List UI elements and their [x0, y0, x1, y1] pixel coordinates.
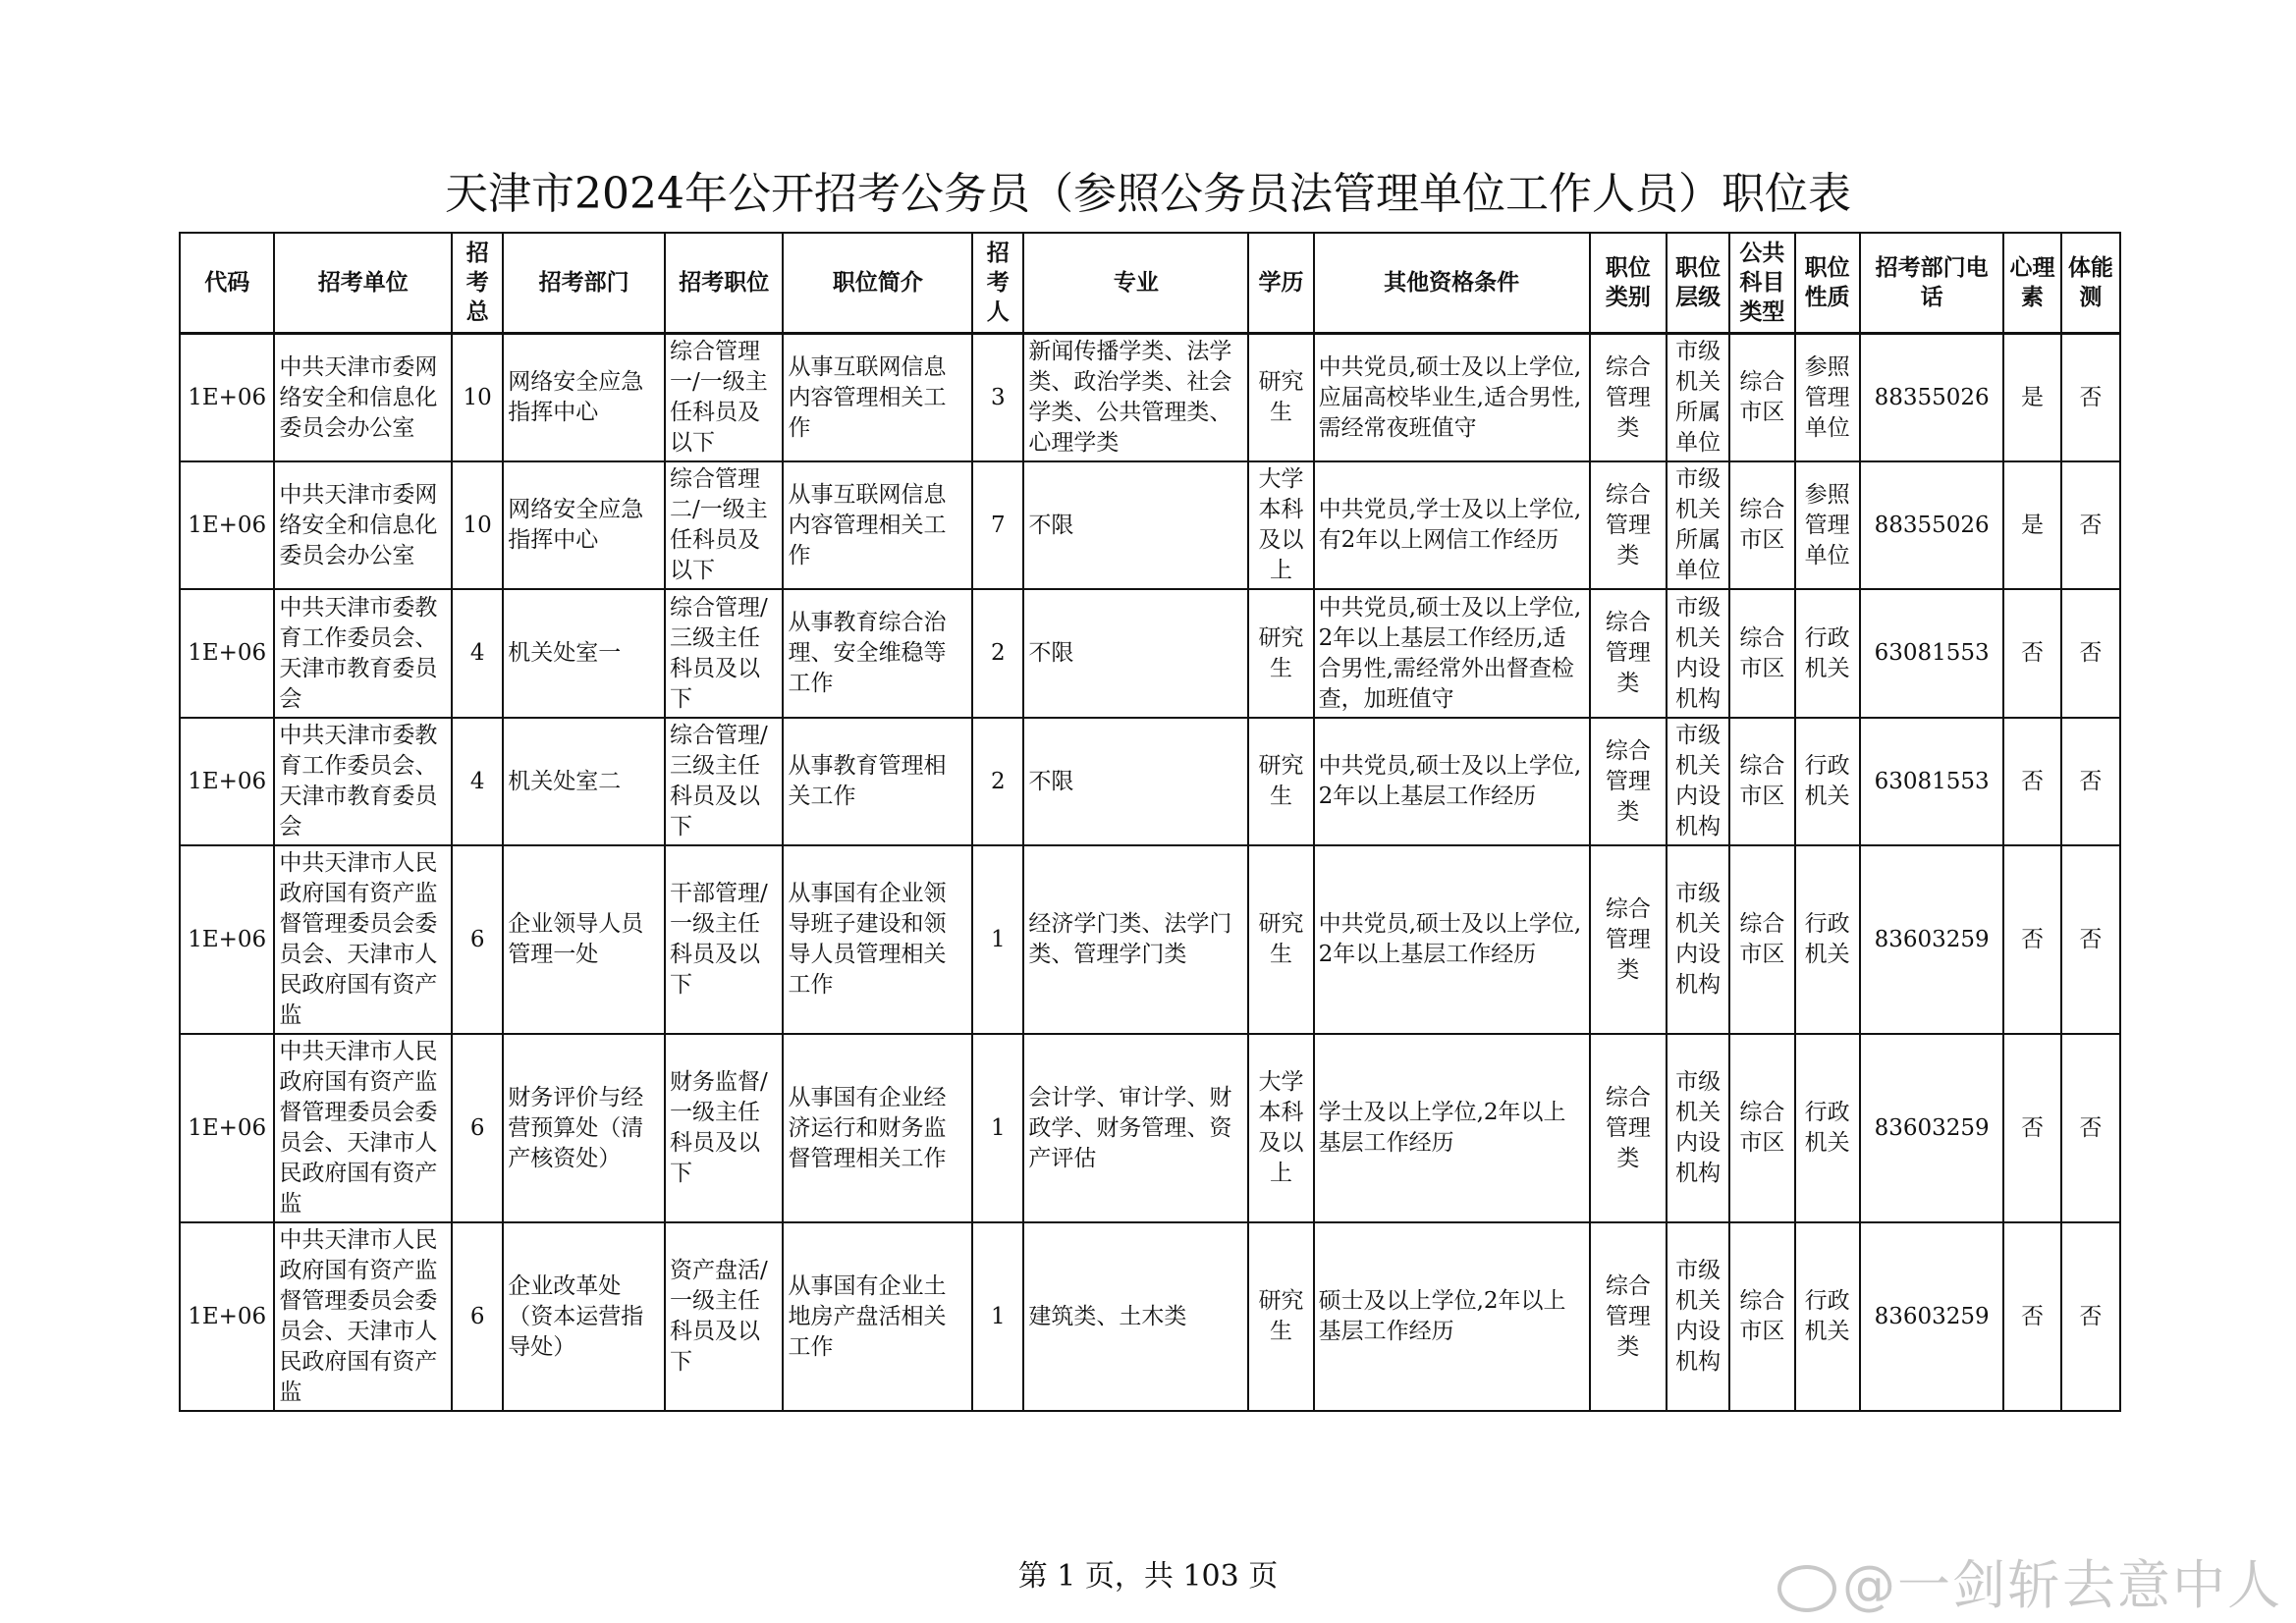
- intro-cell: 从事教育管理相关工作: [783, 718, 972, 845]
- nature-cell: 参照管理单位: [1795, 461, 1860, 589]
- table-row: [180, 334, 2120, 462]
- unit-cell: 中共天津市委网络安全和信息化委员会办公室: [274, 334, 452, 462]
- category-cell: 综合管理类: [1590, 461, 1667, 589]
- nature-cell: 参照管理单位: [1795, 334, 1860, 462]
- total-cell: 6: [452, 1222, 503, 1411]
- subject-cell: 综合市区: [1729, 589, 1794, 718]
- header-cell: 招考总: [452, 233, 503, 334]
- level-cell: 市级机关内设机构: [1667, 845, 1729, 1034]
- total-cell: 6: [452, 1034, 503, 1222]
- psych-cell: 是: [2003, 334, 2060, 462]
- post-cell: 综合管理/三级主任科员及以下: [665, 718, 783, 845]
- category-cell: 综合管理类: [1590, 589, 1667, 718]
- phone-cell: 63081553: [1860, 718, 2004, 845]
- num-cell: 1: [972, 1222, 1023, 1411]
- edu-cell: 研究生: [1248, 845, 1313, 1034]
- psych-cell: 是: [2003, 461, 2060, 589]
- code-cell: 1E+06: [180, 1222, 274, 1411]
- table-row: [180, 461, 2120, 589]
- phone-cell: 83603259: [1860, 1034, 2004, 1222]
- unit-cell: 中共天津市人民政府国有资产监督管理委员会委员会、天津市人民政府国有资产监: [274, 1034, 452, 1222]
- other-cell: 硕士及以上学位,2年以上基层工作经历: [1314, 1222, 1590, 1411]
- table-row: [180, 845, 2120, 1034]
- total-cell: 10: [452, 461, 503, 589]
- header-cell: 专业: [1023, 233, 1248, 334]
- category-cell: 综合管理类: [1590, 1034, 1667, 1222]
- physical-cell: 否: [2061, 845, 2120, 1034]
- code-cell: 1E+06: [180, 718, 274, 845]
- other-cell: 学士及以上学位,2年以上基层工作经历: [1314, 1034, 1590, 1222]
- nature-cell: 行政机关: [1795, 718, 1860, 845]
- psych-cell: 否: [2003, 718, 2060, 845]
- level-cell: 市级机关内设机构: [1667, 1222, 1729, 1411]
- dept-cell: 机关处室二: [503, 718, 665, 845]
- header-cell: 招考职位: [665, 233, 783, 334]
- edu-cell: 研究生: [1248, 334, 1313, 462]
- psych-cell: 否: [2003, 1034, 2060, 1222]
- dept-cell: 网络安全应急指挥中心: [503, 461, 665, 589]
- nature-cell: 行政机关: [1795, 845, 1860, 1034]
- level-cell: 市级机关内设机构: [1667, 589, 1729, 718]
- intro-cell: 从事互联网信息内容管理相关工作: [783, 334, 972, 462]
- header-cell: 学历: [1248, 233, 1313, 334]
- subject-cell: 综合市区: [1729, 1034, 1794, 1222]
- other-cell: 中共党员,硕士及以上学位,2年以上基层工作经历: [1314, 718, 1590, 845]
- intro-cell: 从事国有企业土地房产盘活相关工作: [783, 1222, 972, 1411]
- header-cell: 职位简介: [783, 233, 972, 334]
- intro-cell: 从事互联网信息内容管理相关工作: [783, 461, 972, 589]
- num-cell: 1: [972, 845, 1023, 1034]
- header-cell: 其他资格条件: [1314, 233, 1590, 334]
- dept-cell: 财务评价与经营预算处（清产核资处）: [503, 1034, 665, 1222]
- positions-table: [179, 232, 2121, 1412]
- category-cell: 综合管理类: [1590, 718, 1667, 845]
- dept-cell: 企业领导人员管理一处: [503, 845, 665, 1034]
- major-cell: 会计学、审计学、财政学、财务管理、资产评估: [1023, 1034, 1248, 1222]
- total-cell: 10: [452, 334, 503, 462]
- intro-cell: 从事国有企业经济运行和财务监督管理相关工作: [783, 1034, 972, 1222]
- physical-cell: 否: [2061, 461, 2120, 589]
- post-cell: 综合管理/三级主任科员及以下: [665, 589, 783, 718]
- unit-cell: 中共天津市委教育工作委员会、天津市教育委员会: [274, 718, 452, 845]
- header-cell: 体能测: [2061, 233, 2120, 334]
- weibo-logo-icon: [1777, 1565, 1836, 1612]
- major-cell: 不限: [1023, 589, 1248, 718]
- post-cell: 综合管理二/一级主任科员及以下: [665, 461, 783, 589]
- post-cell: 财务监督/一级主任科员及以下: [665, 1034, 783, 1222]
- total-cell: 4: [452, 589, 503, 718]
- num-cell: 2: [972, 718, 1023, 845]
- post-cell: 资产盘活/一级主任科员及以下: [665, 1222, 783, 1411]
- phone-cell: 88355026: [1860, 461, 2004, 589]
- level-cell: 市级机关所属单位: [1667, 334, 1729, 462]
- header-cell: 职位性质: [1795, 233, 1860, 334]
- physical-cell: 否: [2061, 589, 2120, 718]
- header-cell: 招考部门电话: [1860, 233, 2004, 334]
- physical-cell: 否: [2061, 718, 2120, 845]
- dept-cell: 机关处室一: [503, 589, 665, 718]
- psych-cell: 否: [2003, 845, 2060, 1034]
- nature-cell: 行政机关: [1795, 1034, 1860, 1222]
- level-cell: 市级机关所属单位: [1667, 461, 1729, 589]
- edu-cell: 大学本科及以上: [1248, 1034, 1313, 1222]
- edu-cell: 大学本科及以上: [1248, 461, 1313, 589]
- page-title: 天津市2024年公开招考公务员（参照公务员法管理单位工作人员）职位表: [445, 169, 1851, 219]
- code-cell: 1E+06: [180, 1034, 274, 1222]
- major-cell: 不限: [1023, 461, 1248, 589]
- total-cell: 4: [452, 718, 503, 845]
- unit-cell: 中共天津市人民政府国有资产监督管理委员会委员会、天津市人民政府国有资产监: [274, 845, 452, 1034]
- other-cell: 中共党员,硕士及以上学位,2年以上基层工作经历: [1314, 845, 1590, 1034]
- physical-cell: 否: [2061, 1222, 2120, 1411]
- code-cell: 1E+06: [180, 461, 274, 589]
- subject-cell: 综合市区: [1729, 718, 1794, 845]
- dept-cell: 网络安全应急指挥中心: [503, 334, 665, 462]
- edu-cell: 研究生: [1248, 1222, 1313, 1411]
- major-cell: 新闻传播学类、法学类、政治学类、社会学类、公共管理类、心理学类: [1023, 334, 1248, 462]
- table-row: [180, 589, 2120, 718]
- header-cell: 职位类别: [1590, 233, 1667, 334]
- subject-cell: 综合市区: [1729, 461, 1794, 589]
- level-cell: 市级机关内设机构: [1667, 718, 1729, 845]
- header-cell: 心理素: [2003, 233, 2060, 334]
- dept-cell: 企业改革处（资本运营指导处）: [503, 1222, 665, 1411]
- num-cell: 1: [972, 1034, 1023, 1222]
- level-cell: 市级机关内设机构: [1667, 1034, 1729, 1222]
- unit-cell: 中共天津市委教育工作委员会、天津市教育委员会: [274, 589, 452, 718]
- table-header-row: [180, 233, 2120, 334]
- physical-cell: 否: [2061, 334, 2120, 462]
- intro-cell: 从事教育综合治理、安全维稳等工作: [783, 589, 972, 718]
- num-cell: 7: [972, 461, 1023, 589]
- other-cell: 中共党员,学士及以上学位,有2年以上网信工作经历: [1314, 461, 1590, 589]
- table-row: [180, 718, 2120, 845]
- code-cell: 1E+06: [180, 334, 274, 462]
- total-cell: 6: [452, 845, 503, 1034]
- num-cell: 3: [972, 334, 1023, 462]
- table-row: [180, 1222, 2120, 1411]
- code-cell: 1E+06: [180, 589, 274, 718]
- phone-cell: 83603259: [1860, 845, 2004, 1034]
- header-cell: 职位层级: [1667, 233, 1729, 334]
- header-cell: 招考人: [972, 233, 1023, 334]
- table-row: [180, 1034, 2120, 1222]
- major-cell: 建筑类、土木类: [1023, 1222, 1248, 1411]
- phone-cell: 83603259: [1860, 1222, 2004, 1411]
- code-cell: 1E+06: [180, 845, 274, 1034]
- post-cell: 综合管理一/一级主任科员及以下: [665, 334, 783, 462]
- major-cell: 经济学门类、法学门类、管理学门类: [1023, 845, 1248, 1034]
- edu-cell: 研究生: [1248, 718, 1313, 845]
- category-cell: 综合管理类: [1590, 1222, 1667, 1411]
- psych-cell: 否: [2003, 589, 2060, 718]
- major-cell: 不限: [1023, 718, 1248, 845]
- watermark: [1777, 1543, 2282, 1619]
- phone-cell: 63081553: [1860, 589, 2004, 718]
- subject-cell: 综合市区: [1729, 845, 1794, 1034]
- intro-cell: 从事国有企业领导班子建设和领导人员管理相关工作: [783, 845, 972, 1034]
- subject-cell: 综合市区: [1729, 1222, 1794, 1411]
- header-cell: 招考单位: [274, 233, 452, 334]
- header-cell: 公共科目类型: [1729, 233, 1794, 334]
- header-cell: 招考部门: [503, 233, 665, 334]
- watermark-text: @一剑斩去意中人: [1842, 1554, 2282, 1616]
- psych-cell: 否: [2003, 1222, 2060, 1411]
- post-cell: 干部管理/一级主任科员及以下: [665, 845, 783, 1034]
- phone-cell: 88355026: [1860, 334, 2004, 462]
- nature-cell: 行政机关: [1795, 589, 1860, 718]
- category-cell: 综合管理类: [1590, 334, 1667, 462]
- unit-cell: 中共天津市人民政府国有资产监督管理委员会委员会、天津市人民政府国有资产监: [274, 1222, 452, 1411]
- other-cell: 中共党员,硕士及以上学位,2年以上基层工作经历,适合男性,需经常外出督查检查，加班值守: [1314, 589, 1590, 718]
- nature-cell: 行政机关: [1795, 1222, 1860, 1411]
- page-number: 第 1 页，共 103 页: [1017, 1559, 1279, 1594]
- edu-cell: 研究生: [1248, 589, 1313, 718]
- other-cell: 中共党员,硕士及以上学位,应届高校毕业生,适合男性,需经常夜班值守: [1314, 334, 1590, 462]
- category-cell: 综合管理类: [1590, 845, 1667, 1034]
- subject-cell: 综合市区: [1729, 334, 1794, 462]
- physical-cell: 否: [2061, 1034, 2120, 1222]
- header-cell: 代码: [180, 233, 274, 334]
- num-cell: 2: [972, 589, 1023, 718]
- unit-cell: 中共天津市委网络安全和信息化委员会办公室: [274, 461, 452, 589]
